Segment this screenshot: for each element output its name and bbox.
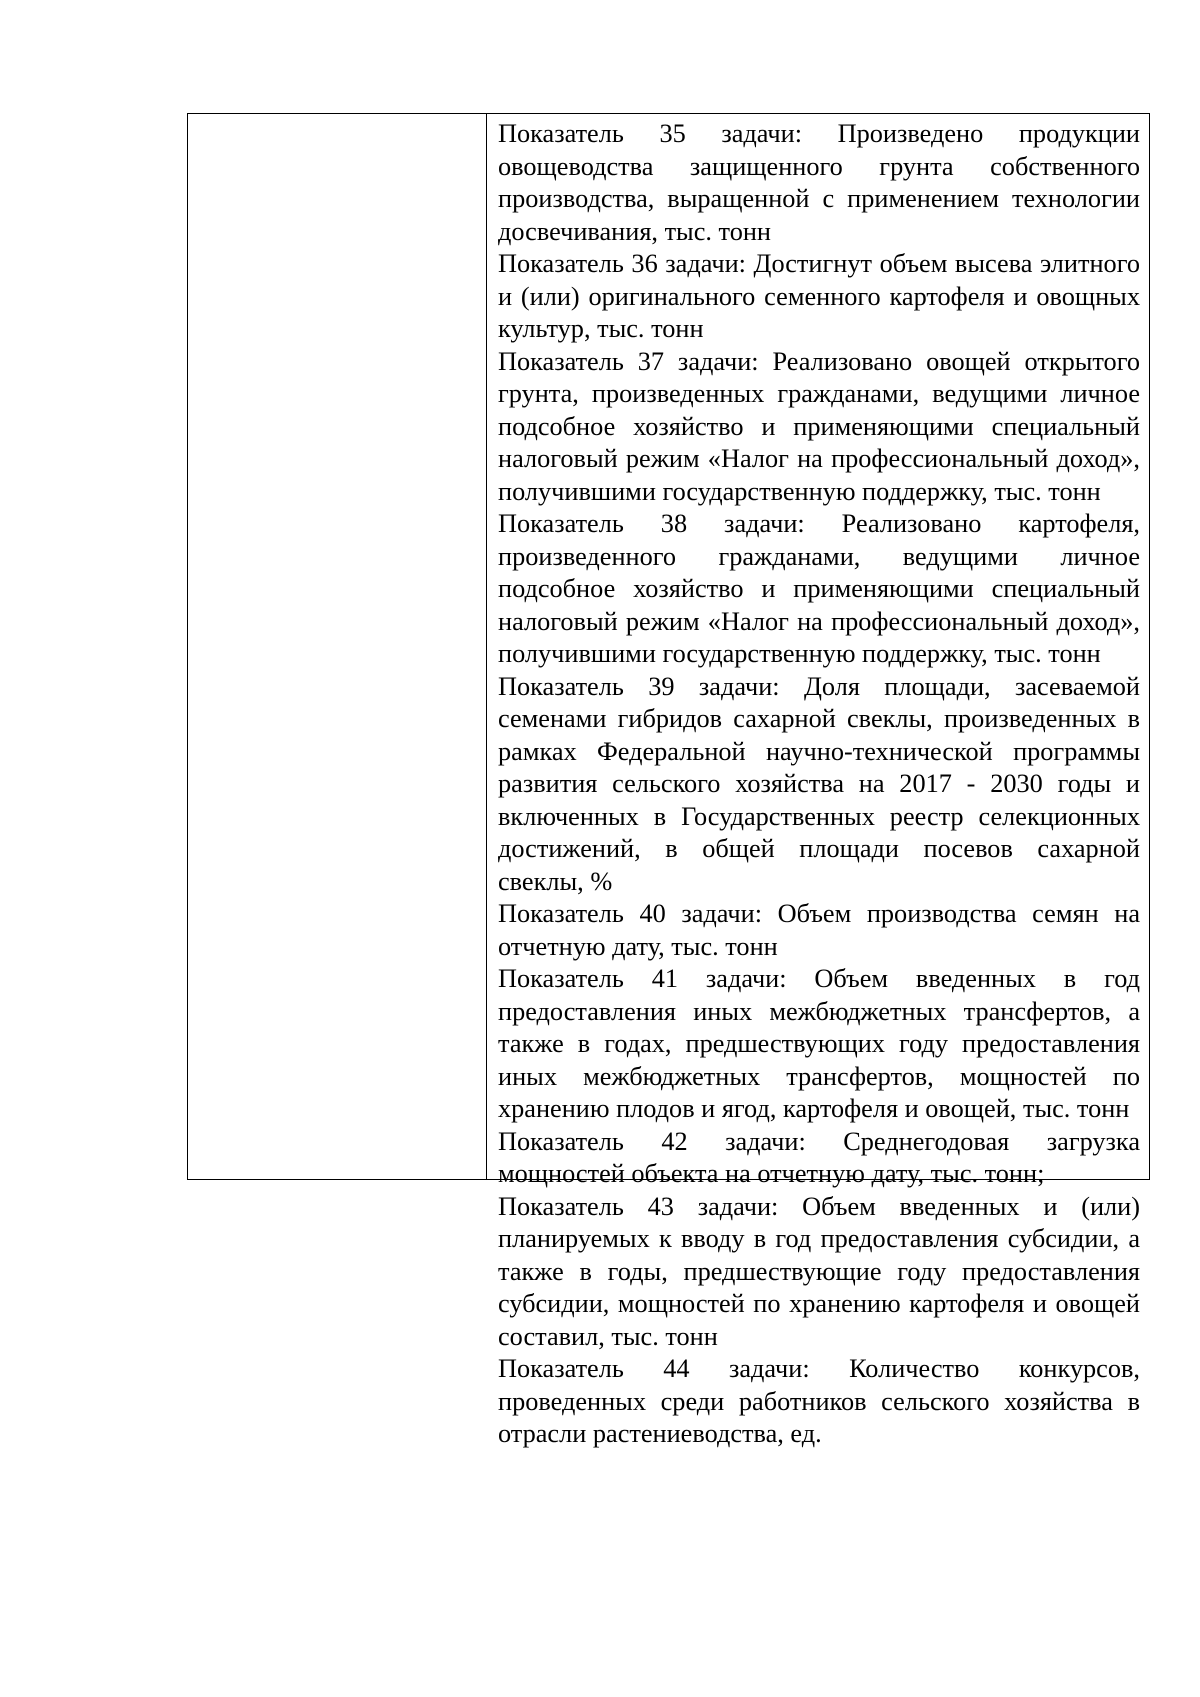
indicator-43: Показатель 43 задачи: Объем введенных и (или) планируемых к вводу в год предоставления субсидии, а также в годы, предшествующие году предоставления субсидии, мощностей по хранению картофеля и овощей составил, тыс. тонн	[498, 1191, 1140, 1351]
table-cell-empty	[188, 114, 487, 1179]
indicator-42: Показатель 42 задачи: Среднегодовая загрузка мощностей объекта на отчетную дату, тыс. тонн;	[498, 1126, 1140, 1188]
indicator-35: Показатель 35 задачи: Произведено продукции овощеводства защищенного грунта собственного производства, выращенной с применением технологии досвечивания, тыс. тонн	[498, 119, 1140, 246]
indicators-table	[187, 113, 1150, 1448]
indicator-40: Показатель 40 задачи: Объем производства семян на отчетную дату, тыс. тонн	[498, 899, 1140, 961]
indicator-44: Показатель 44 задачи: Количество конкурсов, проведенных среди работников сельского хозяйства в отрасли растениеводства, ед.	[498, 1354, 1140, 1448]
indicators-cell	[487, 114, 1149, 1448]
indicator-36: Показатель 36 задачи: Достигнут объем высева элитного и (или) оригинального семенного картофеля и овощных культур, тыс. тонн	[498, 249, 1140, 343]
indicator-38: Показатель 38 задачи: Реализовано картофеля, произведенного гражданами, ведущими личное подсобное хозяйство и применяющими специальный налоговый режим «Налог на профессиональный доход», получившими государственную поддержку, тыс. тонн	[498, 509, 1140, 668]
indicator-37: Показатель 37 задачи: Реализовано овощей открытого грунта, произведенных гражданами, ведущими личное подсобное хозяйство и применяющими специальный налоговый режим «Налог на профессиональный доход», получившими государственную поддержку, тыс. тонн	[498, 346, 1140, 506]
indicator-39: Показатель 39 задачи: Доля площади, засеваемой семенами гибридов сахарной свеклы, произведенных в рамках Федеральной научно-технической программы развития сельского хозяйства на 2017 - 2030 годы и включенных в Государственных реестр селекционных достижений, в общей площади посевов сахарной свеклы, %	[498, 671, 1140, 896]
indicator-41: Показатель 41 задачи: Объем введенных в год предоставления иных межбюджетных трансфертов, а также в годах, предшествующих году предоставления иных межбюджетных трансфертов, мощностей по хранению плодов и ягод, картофеля и овощей, тыс. тонн	[498, 964, 1140, 1123]
